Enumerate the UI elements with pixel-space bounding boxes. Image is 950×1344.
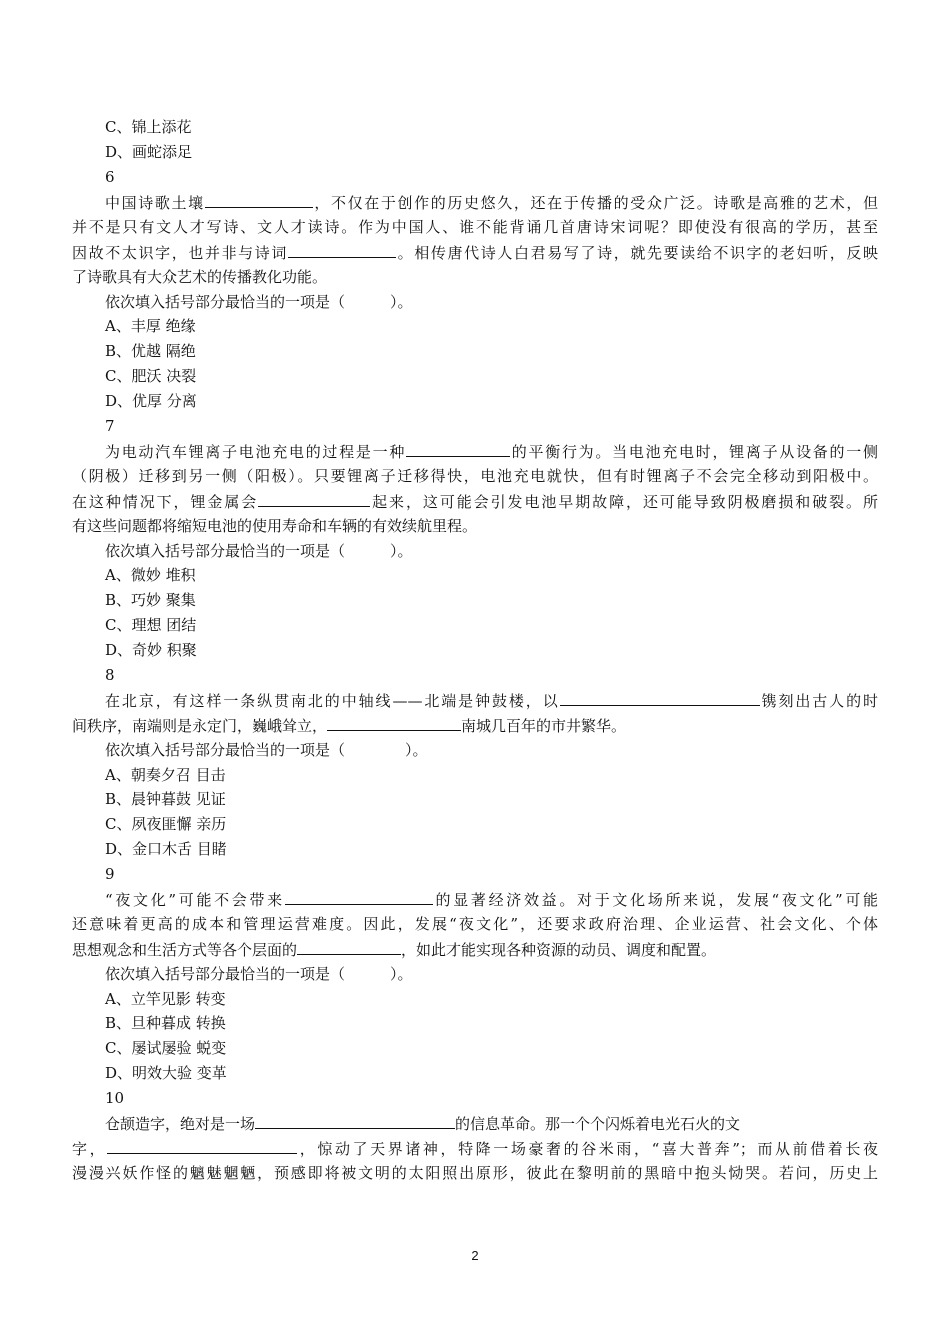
q10-blank-1	[255, 1114, 455, 1129]
q9-paragraph-line-1: “夜文化”可能不会带来 的显著经济效益。对于文化场所来说，发展“夜文化”可能	[105, 891, 879, 909]
q7-prompt: 依次填入括号部分最恰当的一项是（ ）。	[105, 542, 413, 560]
q10-paragraph-line-1: 仓颉造字，绝对是一场 的信息革命。那一个个闪烁着电光石火的文	[105, 1115, 741, 1133]
q8-option-c: C、夙夜匪懈 亲历	[105, 815, 227, 833]
q9-option-b: B、旦种暮成 转换	[105, 1014, 226, 1032]
q7-paragraph-line-2: （阴极）迁移到另一侧（阳极）。只要锂离子迁移得快，电池充电就快，但有时锂离子不会完全移动到阳极中。	[72, 467, 878, 485]
q6-option-d: D、优厚 分离	[105, 392, 197, 410]
q5-option-d: D、画蛇添足	[105, 143, 193, 161]
q7-blank-1	[406, 442, 510, 457]
q9-paragraph-line-3: 思想观念和生活方式等各个层面的 ，如此才能实现各种资源的动员、调度和配置。	[72, 941, 717, 959]
q8-prompt: 依次填入括号部分最恰当的一项是（ ）。	[105, 741, 428, 759]
q6-paragraph-line-2: 并不是只有文人才写诗、文人才读诗。作为中国人、谁不能背诵几首唐诗宋词呢？即使没有很高的学历，甚至	[72, 218, 878, 236]
q7-paragraph-line-1: 为电动汽车锂离子电池充电的过程是一种 的平衡行为。当电池充电时，锂离子从设备的一侧	[105, 443, 878, 461]
q6-blank-2	[288, 243, 396, 258]
q9-blank-2	[297, 940, 401, 955]
q6-option-b: B、优越 隔绝	[105, 342, 196, 360]
q8-paragraph-line-1: 在北京，有这样一条纵贯南北的中轴线——北端是钟鼓楼，以 镌刻出古人的时	[105, 692, 878, 710]
q9-option-a: A、立竿见影 转变	[105, 990, 226, 1008]
q7-paragraph-line-4: 有这些问题都将缩短电池的使用寿命和车辆的有效续航里程。	[72, 517, 478, 535]
q6-blank-1	[205, 193, 313, 208]
page-number: 2	[471, 1248, 479, 1263]
q10-paragraph-line-3: 漫漫兴妖作怪的魑魅魍魉，预感即将被文明的太阳照出原形，彼此在黎明前的黑暗中抱头恸哭。若问，历史上	[72, 1164, 878, 1182]
q6-option-a: A、丰厚 绝缘	[105, 317, 196, 335]
q8-option-b: B、晨钟暮鼓 见证	[105, 790, 226, 808]
q9-prompt: 依次填入括号部分最恰当的一项是（ ）。	[105, 965, 413, 983]
q6-paragraph-line-4: 了诗歌具有大众艺术的传播教化功能。	[72, 268, 328, 286]
q9-paragraph-line-2: 还意味着更高的成本和管理运营难度。因此，发展“夜文化”，还要求政府治理、企业运营、社会文化、个体	[72, 915, 878, 933]
q7-option-b: B、巧妙 聚集	[105, 591, 196, 609]
q9-option-c: C、屡试屡验 蜕变	[105, 1039, 227, 1057]
q6-paragraph-line-1: 中国诗歌土壤 ，不仅在于创作的历史悠久，还在于传播的受众广泛。诗歌是高雅的艺术，但	[105, 194, 878, 212]
q9-option-d: D、明效大验 变革	[105, 1064, 227, 1082]
q8-blank-1	[560, 691, 760, 706]
q7-paragraph-line-3: 在这种情况下，锂金属会 起来，这可能会引发电池早期故障，还可能导致阴极磨损和破裂。所	[72, 493, 878, 511]
q6-prompt: 依次填入括号部分最恰当的一项是（ ）。	[105, 293, 413, 311]
q8-paragraph-line-2: 间秩序，南端则是永定门，巍峨耸立， 南城几百年的市井繁华。	[72, 717, 627, 735]
q10-paragraph-line-2: 字， ，惊动了天界诸神，特降一场豪奢的谷米雨，“喜大普奔”；而从前借着长夜	[72, 1140, 878, 1158]
q7-option-c: C、理想 团结	[105, 616, 197, 634]
q9-blank-1	[285, 890, 433, 905]
q6-paragraph-line-3: 因故不太识字，也并非与诗词 。相传唐代诗人白君易写了诗，就先要读给不识字的老妇听，反映	[72, 244, 878, 262]
q6-option-c: C、肥沃 决裂	[105, 367, 197, 385]
q7-option-a: A、微妙 堆积	[105, 566, 196, 584]
q7-blank-2	[258, 492, 370, 507]
q8-blank-2	[327, 716, 461, 731]
q7-number: 7	[105, 417, 115, 435]
q9-number: 9	[105, 865, 115, 883]
q10-number: 10	[105, 1089, 125, 1107]
q8-number: 8	[105, 666, 115, 684]
q8-option-a: A、朝奏夕召 目击	[105, 766, 226, 784]
q8-option-d: D、金口木舌 目睹	[105, 840, 227, 858]
q7-option-d: D、奇妙 积聚	[105, 641, 197, 659]
q5-option-c: C、锦上添花	[105, 118, 192, 136]
q6-number: 6	[105, 168, 115, 186]
q10-blank-2	[107, 1139, 297, 1154]
